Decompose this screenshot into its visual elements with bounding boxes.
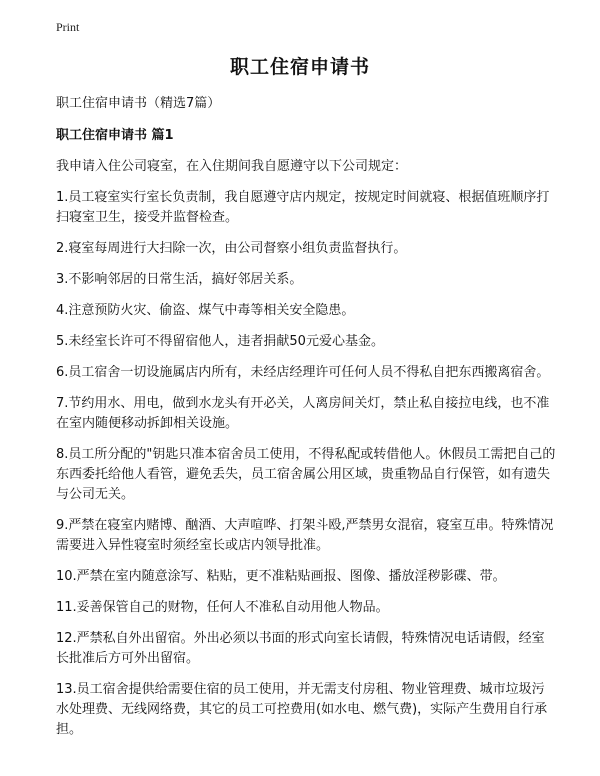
rule-item-7: 7.节约用水、用电，做到水龙头有开必关，人离房间关灯，禁止私自接拉电线，也不准在室内随便移动拆卸相关设施。 [56, 396, 550, 431]
rule-item-13: 13.员工宿舍提供给需要住宿的员工使用，并无需支付房租、物业管理费、城市垃圾污水处理费、无线网络费，其它的员工可控费用(如水电、燃气费)，实际产生费用自行承担。 [56, 682, 548, 737]
rule-item-1: 1.员工寝室实行室长负责制，我自愿遵守店内规定，按规定时间就寝、根据值班顺序打扫寝室卫生，接受并监督检查。 [56, 190, 550, 225]
rule-item-11: 11.妥善保管自己的财物，任何人不准私自动用他人物品。 [56, 600, 389, 615]
rule-item-9: 9.严禁在寝室内赌博、酗酒、大声喧哗、打架斗殴,严禁男女混宿，寝室互串。特殊情况需要进入异性寝室时须经室长或店内领导批准。 [56, 518, 554, 553]
intro-paragraph: 我申请入住公司寝室，在入住期间我自愿遵守以下公司规定： [56, 159, 408, 174]
rule-item-6: 6.员工宿舍一切设施属店内所有，未经店经理许可任何人员不得私自把东西搬离宿舍。 [56, 365, 550, 380]
rule-item-12: 12.严禁私自外出留宿。外出必须以书面的形式向室长请假，特殊情况电话请假，经室长批准后方可外出留宿。 [56, 631, 545, 666]
page-title: 职工住宿申请书 [229, 56, 370, 78]
rule-item-8: 8.员工所分配的"钥匙只准本宿舍员工使用，不得私配或转借他人。休假员工需把自己的东西委托给他人看管，避免丢失，员工宿舍属公用区域，贵重物品自行保管，如有遗失与公司无关。 [56, 447, 556, 502]
section-heading: 职工住宿申请书 篇1 [56, 128, 174, 143]
document-body [56, 95, 556, 751]
rule-item-2: 2.寝室每周进行大扫除一次，由公司督察小组负责监督执行。 [56, 241, 407, 256]
rule-item-5: 5.未经室长许可不得留宿他人，违者捐献50元爱心基金。 [56, 334, 384, 349]
rule-item-3: 3.不影响邻居的日常生活，搞好邻居关系。 [56, 272, 303, 287]
document-subtitle: 职工住宿申请书（精选7篇） [56, 96, 221, 111]
rule-item-4: 4.注意预防火灾、偷盗、煤气中毒等相关安全隐患。 [56, 303, 355, 318]
rule-item-10: 10.严禁在室内随意涂写、粘贴，更不准粘贴画报、图像、播放淫秽影碟、带。 [56, 569, 506, 584]
print-link[interactable]: Print [56, 20, 80, 34]
